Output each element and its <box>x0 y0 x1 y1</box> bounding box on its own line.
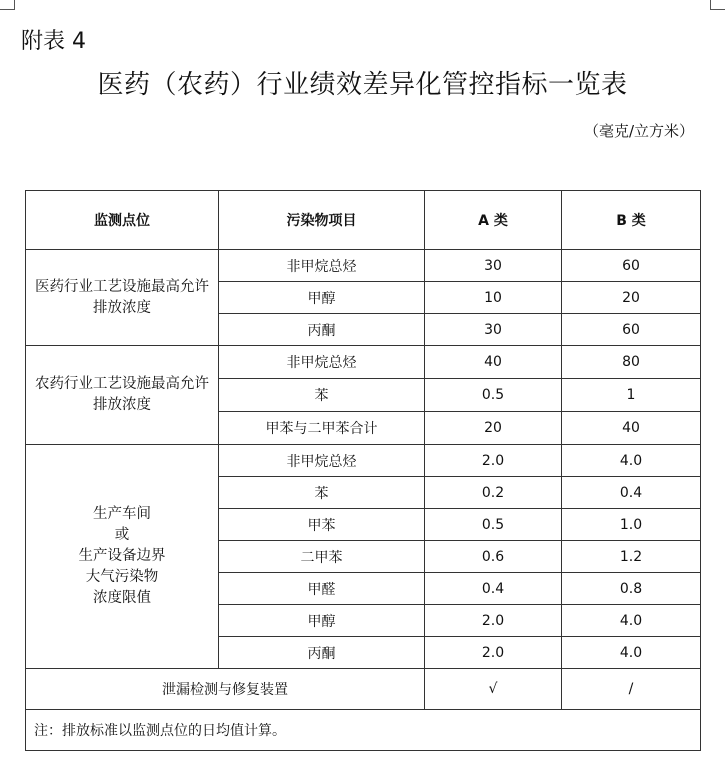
header-class-b: B 类 <box>562 191 701 250</box>
crop-mark-right-h <box>711 9 725 10</box>
class-b-cell: 60 <box>562 314 701 346</box>
class-a-cell: 0.2 <box>425 477 562 509</box>
class-a-cell: 30 <box>425 314 562 346</box>
crop-mark-left-v <box>14 0 15 10</box>
monitoring-point-line: 生产车间 <box>93 506 151 522</box>
class-b-cell: 1 <box>562 379 701 412</box>
class-b-cell: 1.2 <box>562 541 701 573</box>
table-row-leak-detection <box>26 669 701 710</box>
pollutant-cell: 丙酮 <box>219 637 425 669</box>
class-a-cell: 0.5 <box>425 509 562 541</box>
monitoring-point-cell: 医药行业工艺设施最高允许排放浓度 <box>26 250 219 346</box>
pollutant-cell: 甲醇 <box>219 282 425 314</box>
class-b-cell: 1.0 <box>562 509 701 541</box>
monitoring-point-line: 浓度限值 <box>93 590 151 606</box>
class-b-cell: 40 <box>562 412 701 445</box>
class-a-cell: 2.0 <box>425 445 562 477</box>
pollutant-cell: 二甲苯 <box>219 541 425 573</box>
annex-label: 附表 4 <box>21 29 86 54</box>
monitoring-point-line: 生产设备边界 <box>78 548 166 564</box>
pollutant-cell: 非甲烷总烃 <box>219 445 425 477</box>
page-title: 医药（农药）行业绩效差异化管控指标一览表 <box>97 70 628 100</box>
table-row-note <box>26 710 701 751</box>
table-row <box>26 445 701 477</box>
monitoring-point-line: 或 <box>114 527 130 543</box>
class-b-cell: 4.0 <box>562 605 701 637</box>
class-b-cell: / <box>562 669 701 710</box>
pollutant-cell: 甲醇 <box>219 605 425 637</box>
class-a-cell: 10 <box>425 282 562 314</box>
header-pollutant: 污染物项目 <box>219 191 425 250</box>
pollutant-cell: 甲苯与二甲苯合计 <box>219 412 425 445</box>
class-a-cell: 20 <box>425 412 562 445</box>
class-a-cell: √ <box>425 669 562 710</box>
class-a-cell: 0.4 <box>425 573 562 605</box>
class-a-cell: 0.5 <box>425 379 562 412</box>
table-row <box>26 250 701 282</box>
table-note: 注：排放标准以监测点位的日均值计算。 <box>26 710 701 751</box>
pollutant-cell: 甲醛 <box>219 573 425 605</box>
table-header-row <box>26 191 701 250</box>
class-b-cell: 4.0 <box>562 637 701 669</box>
pollutant-cell: 丙酮 <box>219 314 425 346</box>
class-b-cell: 80 <box>562 346 701 379</box>
class-b-cell: 60 <box>562 250 701 282</box>
pollutant-cell: 非甲烷总烃 <box>219 346 425 379</box>
crop-mark-left-h <box>0 9 14 10</box>
class-a-cell: 0.6 <box>425 541 562 573</box>
indicator-table <box>25 190 701 751</box>
header-monitoring-point: 监测点位 <box>26 191 219 250</box>
class-b-cell: 0.4 <box>562 477 701 509</box>
unit-label: （毫克/立方米） <box>583 122 694 140</box>
pollutant-cell: 苯 <box>219 477 425 509</box>
table-row <box>26 346 701 379</box>
class-b-cell: 0.8 <box>562 573 701 605</box>
pollutant-cell: 苯 <box>219 379 425 412</box>
pollutant-cell: 甲苯 <box>219 509 425 541</box>
monitoring-point-cell: 农药行业工艺设施最高允许排放浓度 <box>26 346 219 445</box>
leak-detection-label: 泄漏检测与修复装置 <box>26 669 425 710</box>
pollutant-cell: 非甲烷总烃 <box>219 250 425 282</box>
header-class-a: A 类 <box>425 191 562 250</box>
class-a-cell: 2.0 <box>425 637 562 669</box>
crop-mark-right-v <box>710 0 711 10</box>
class-b-cell: 20 <box>562 282 701 314</box>
class-a-cell: 40 <box>425 346 562 379</box>
monitoring-point-line: 大气污染物 <box>85 569 159 585</box>
monitoring-point-cell <box>26 445 219 669</box>
class-b-cell: 4.0 <box>562 445 701 477</box>
class-a-cell: 2.0 <box>425 605 562 637</box>
class-a-cell: 30 <box>425 250 562 282</box>
